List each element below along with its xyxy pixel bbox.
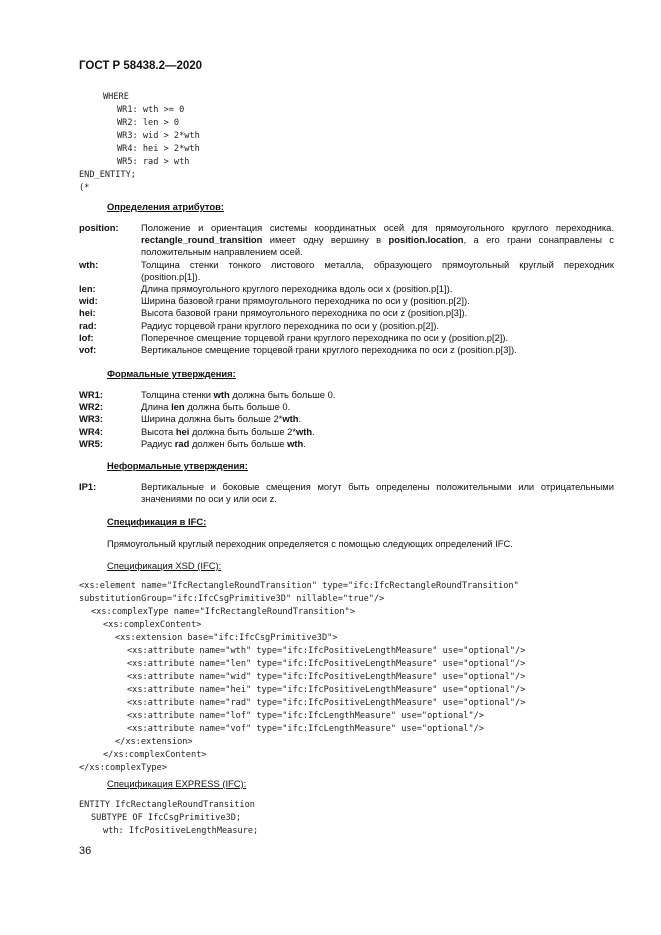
formal-rule bbox=[79, 389, 614, 401]
formal-rule bbox=[79, 401, 614, 413]
code-line: <xs:element name="IfcRectangleRoundTransition" type="ifc:IfcRectangleRoundTransition" bbox=[79, 581, 519, 591]
attr-term: rad: bbox=[79, 319, 97, 331]
informal-section-title: Неформальные утверждения: bbox=[107, 460, 248, 471]
code-line: SUBTYPE OF IfcCsgPrimitive3D; bbox=[91, 813, 242, 823]
attr-term: lof: bbox=[79, 331, 94, 343]
attr-description: Толщина стенки тонкого листового металла, образующего прямоугольный круглый переходник (position.p[1]). bbox=[141, 258, 614, 282]
express-section-title: Спецификация EXPRESS (IFC): bbox=[107, 778, 247, 789]
attr-definition bbox=[79, 283, 614, 295]
code-line: <xs:attribute name="wid" type="ifc:IfcPositiveLengthMeasure" use="optional"/> bbox=[127, 672, 526, 682]
informal-list bbox=[79, 481, 614, 505]
attr-term: wid: bbox=[79, 295, 98, 307]
formal-rule bbox=[79, 426, 614, 438]
attr-section-title: Определения атрибутов: bbox=[107, 201, 224, 212]
attr-term: vof: bbox=[79, 344, 97, 356]
code-line: </xs:extension> bbox=[115, 737, 193, 747]
attr-term: position: bbox=[79, 222, 119, 233]
proposition-description: Вертикальные и боковые смещения могут быть определены положительными или отрицательными значениями по оси y или оси z. bbox=[141, 481, 614, 505]
code-line: substitutionGroup="ifc:IfcCsgPrimitive3D" nillable="true"/> bbox=[79, 594, 385, 604]
code-line: wth: IfcPositiveLengthMeasure; bbox=[103, 826, 259, 836]
code-line: <xs:attribute name="lof" type="ifc:IfcLengthMeasure" use="optional"/> bbox=[127, 711, 484, 721]
rule-description: Ширина должна быть больше 2*wth. bbox=[141, 413, 302, 425]
attr-description: Положение и ориентация системы координатных осей для прямоугольного круглого переходника. rectangle_round_transition имеет одну вершину в position.location, а его грани сонаправлены с положительным направлением осей. bbox=[141, 222, 614, 258]
code-line: <xs:attribute name="hei" type="ifc:IfcPositiveLengthMeasure" use="optional"/> bbox=[127, 685, 526, 695]
code-line: <xs:complexContent> bbox=[103, 620, 202, 630]
attr-term: wth: bbox=[79, 258, 99, 270]
code-line: <xs:complexType name="IfcRectangleRoundTransition"> bbox=[91, 607, 355, 617]
attr-description: Поперечное смещение торцевой грани круглого переходника по оси y (position.p[2]). bbox=[141, 331, 509, 343]
attr-description: Радиус торцевой грани круглого переходника по оси y (position.p[2]). bbox=[141, 319, 440, 331]
proposition-term: IP1: bbox=[79, 481, 97, 492]
xsd-section-title: Спецификация XSD (IFC): bbox=[107, 560, 222, 571]
attr-term: hei: bbox=[79, 307, 96, 319]
attr-definition bbox=[79, 344, 614, 356]
page-number: 36 bbox=[79, 845, 92, 857]
code-line: WR3: wid > 2*wth bbox=[117, 131, 200, 141]
code-line: WR1: wth >= 0 bbox=[117, 105, 185, 115]
attr-definition bbox=[79, 320, 614, 332]
ifc-section-text: Прямоугольный круглый переходник определяется с помощью следующих определений IFC. bbox=[107, 538, 513, 549]
attr-definition bbox=[79, 259, 614, 283]
code-line: <xs:attribute name="vof" type="ifc:IfcLengthMeasure" use="optional"/> bbox=[127, 724, 484, 734]
ifc-section-title: Спецификация в IFC: bbox=[107, 516, 207, 527]
formal-rule bbox=[79, 413, 614, 425]
attr-description: Длина прямоугольного круглого переходника вдоль оси x (position.p[1]). bbox=[141, 283, 453, 295]
rule-description: Длина len должна быть больше 0. bbox=[141, 401, 291, 413]
attr-description: Ширина базовой грани прямоугольного переходника по оси y (position.p[2]). bbox=[141, 295, 470, 307]
formal-section-title: Формальные утверждения: bbox=[107, 368, 236, 379]
code-line: <xs:extension base="ifc:IfcCsgPrimitive3D"> bbox=[115, 633, 338, 643]
code-line: (* bbox=[79, 183, 90, 193]
rule-term: WR1: bbox=[79, 389, 103, 400]
formal-rules-list bbox=[79, 389, 614, 450]
rule-term: WR2: bbox=[79, 401, 103, 413]
code-line: WHERE bbox=[103, 92, 129, 102]
code-line: <xs:attribute name="rad" type="ifc:IfcPositiveLengthMeasure" use="optional"/> bbox=[127, 698, 526, 708]
code-line: <xs:attribute name="len" type="ifc:IfcPositiveLengthMeasure" use="optional"/> bbox=[127, 659, 526, 669]
code-line: END_ENTITY; bbox=[79, 170, 136, 180]
code-line: WR2: len > 0 bbox=[117, 118, 180, 128]
code-line: ENTITY IfcRectangleRoundTransition bbox=[79, 800, 255, 810]
attr-definition bbox=[79, 295, 614, 307]
document-header: ГОСТ Р 58438.2—2020 bbox=[79, 60, 203, 72]
code-line: </xs:complexContent> bbox=[103, 750, 207, 760]
rule-description: Радиус rad должен быть больше wth. bbox=[141, 437, 306, 449]
code-line: WR5: rad > wth bbox=[117, 157, 190, 167]
attr-definitions-list bbox=[79, 222, 614, 356]
attr-description: Высота базовой грани прямоугольного переходника по оси z (position.p[3]). bbox=[141, 307, 468, 319]
code-line: </xs:complexType> bbox=[79, 763, 167, 773]
rule-term: WR5: bbox=[79, 437, 103, 449]
attr-definition bbox=[79, 307, 614, 319]
attr-term: len: bbox=[79, 283, 96, 295]
formal-rule bbox=[79, 438, 614, 450]
attr-description: Вертикальное смещение торцевой грани круглого переходника по оси z (position.p[3]). bbox=[141, 344, 517, 356]
code-line: WR4: hei > 2*wth bbox=[117, 144, 200, 154]
attr-definition bbox=[79, 222, 614, 259]
rule-description: Высота hei должна быть больше 2*wth. bbox=[141, 425, 315, 437]
code-line: <xs:attribute name="wth" type="ifc:IfcPositiveLengthMeasure" use="optional"/> bbox=[127, 646, 526, 656]
rule-description: Толщина стенки wth должна быть больше 0. bbox=[141, 389, 336, 400]
rule-term: WR4: bbox=[79, 425, 103, 437]
rule-term: WR3: bbox=[79, 413, 103, 425]
informal-proposition bbox=[79, 481, 614, 505]
attr-definition bbox=[79, 332, 614, 344]
